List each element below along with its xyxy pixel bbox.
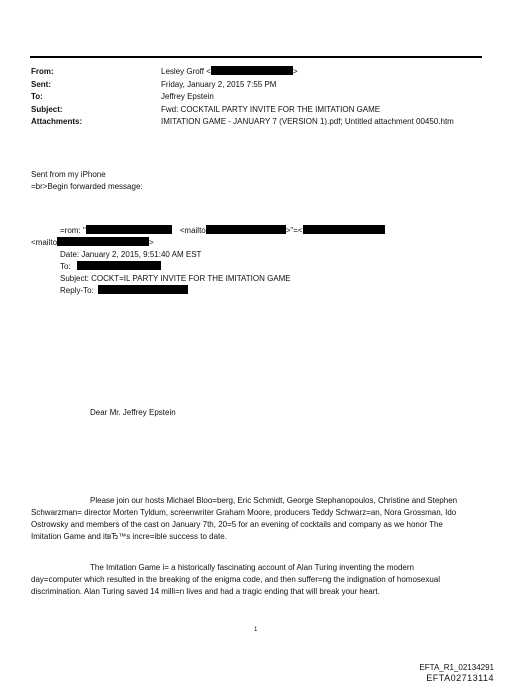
redaction-box [303, 225, 385, 234]
footer-id-secondary: EFTA02713114 [426, 673, 494, 683]
paragraph-line: Please join our hosts Michael Bloo=berg, Eric Schmidt, George Stephanopoulos, Christine and Stephen [90, 496, 458, 505]
description-paragraph [31, 562, 440, 598]
from-label: From: [31, 67, 54, 76]
forwarded-reply-to-line: Reply-To: [60, 285, 188, 296]
paragraph-line: discrimination. Alan Turing saved 14 milli=n lives and had a tragic ending that will break your heart. [31, 587, 380, 596]
forwarded-mailto-line: <mailto > [31, 238, 154, 247]
attachments-value: IMITATION GAME - JANUARY 7 (VERSION 1).pdf; Untitled attachment 00450.htm [161, 117, 454, 126]
redaction-box [77, 261, 161, 270]
header-rule [30, 56, 482, 58]
page-number: 1 [254, 627, 258, 633]
paragraph-line: Imitation Game and itвЂ™s incre=ible success to date. [31, 532, 227, 541]
forwarded-date: Date: January 2, 2015, 9:51:40 AM EST [60, 250, 202, 259]
header-row-from [31, 66, 454, 79]
begin-forwarded-message: =br>Begin forwarded message: [31, 182, 143, 191]
attachments-label: Attachments: [31, 117, 83, 126]
subject-label: Subject: [31, 104, 63, 114]
header-row-sent [31, 79, 454, 92]
forwarded-from-line: =rom: " <mailto >"=< [60, 225, 385, 236]
sent-value: Friday, January 2, 2015 7:55 PM [161, 79, 277, 89]
salutation: Dear Mr. Jeffrey Epstein [90, 408, 176, 417]
redaction-box [86, 225, 172, 234]
redaction-box [57, 237, 149, 246]
paragraph-line: Ostrowsky and members of the cast on January 7th, 20=5 for an evening of cocktails and company as we honor The [31, 520, 443, 529]
sent-label: Sent: [31, 79, 51, 89]
from-value: Lesley Groff < > [161, 67, 298, 76]
redaction-box [211, 66, 293, 75]
sent-from-iphone: Sent from my iPhone [31, 170, 106, 179]
forwarded-subject: Subject: COCKT=IL PARTY INVITE FOR THE IMITATION GAME [60, 274, 291, 283]
to-label: To: [31, 92, 43, 101]
forwarded-to-line: To: [60, 261, 161, 272]
header-row-attachments [31, 116, 454, 129]
to-value: Jeffrey Epstein [161, 92, 214, 101]
header-row-to [31, 91, 454, 104]
paragraph-line: Schwarzman= director Morten Tyldum, screenwriter Graham Moore, producers Teddy Schwarz=an, Nora Grossman, Ido [31, 508, 457, 517]
header-row-subject [31, 104, 454, 117]
invite-paragraph [31, 495, 457, 543]
email-header [31, 66, 454, 129]
redaction-box [98, 285, 188, 294]
paragraph-line: The Imitation Game i= a historically fascinating account of Alan Turing inventing the modern [90, 563, 414, 572]
subject-value: Fwd: COCKTAIL PARTY INVITE FOR THE IMITATION GAME [161, 104, 381, 114]
redaction-box [206, 225, 286, 234]
footer-id-primary: EFTA_R1_02134291 [419, 663, 494, 672]
paragraph-line: day=computer which resulted in the breaking of the enigma code, and then suffer=ng the indignation of homosexual [31, 575, 441, 584]
